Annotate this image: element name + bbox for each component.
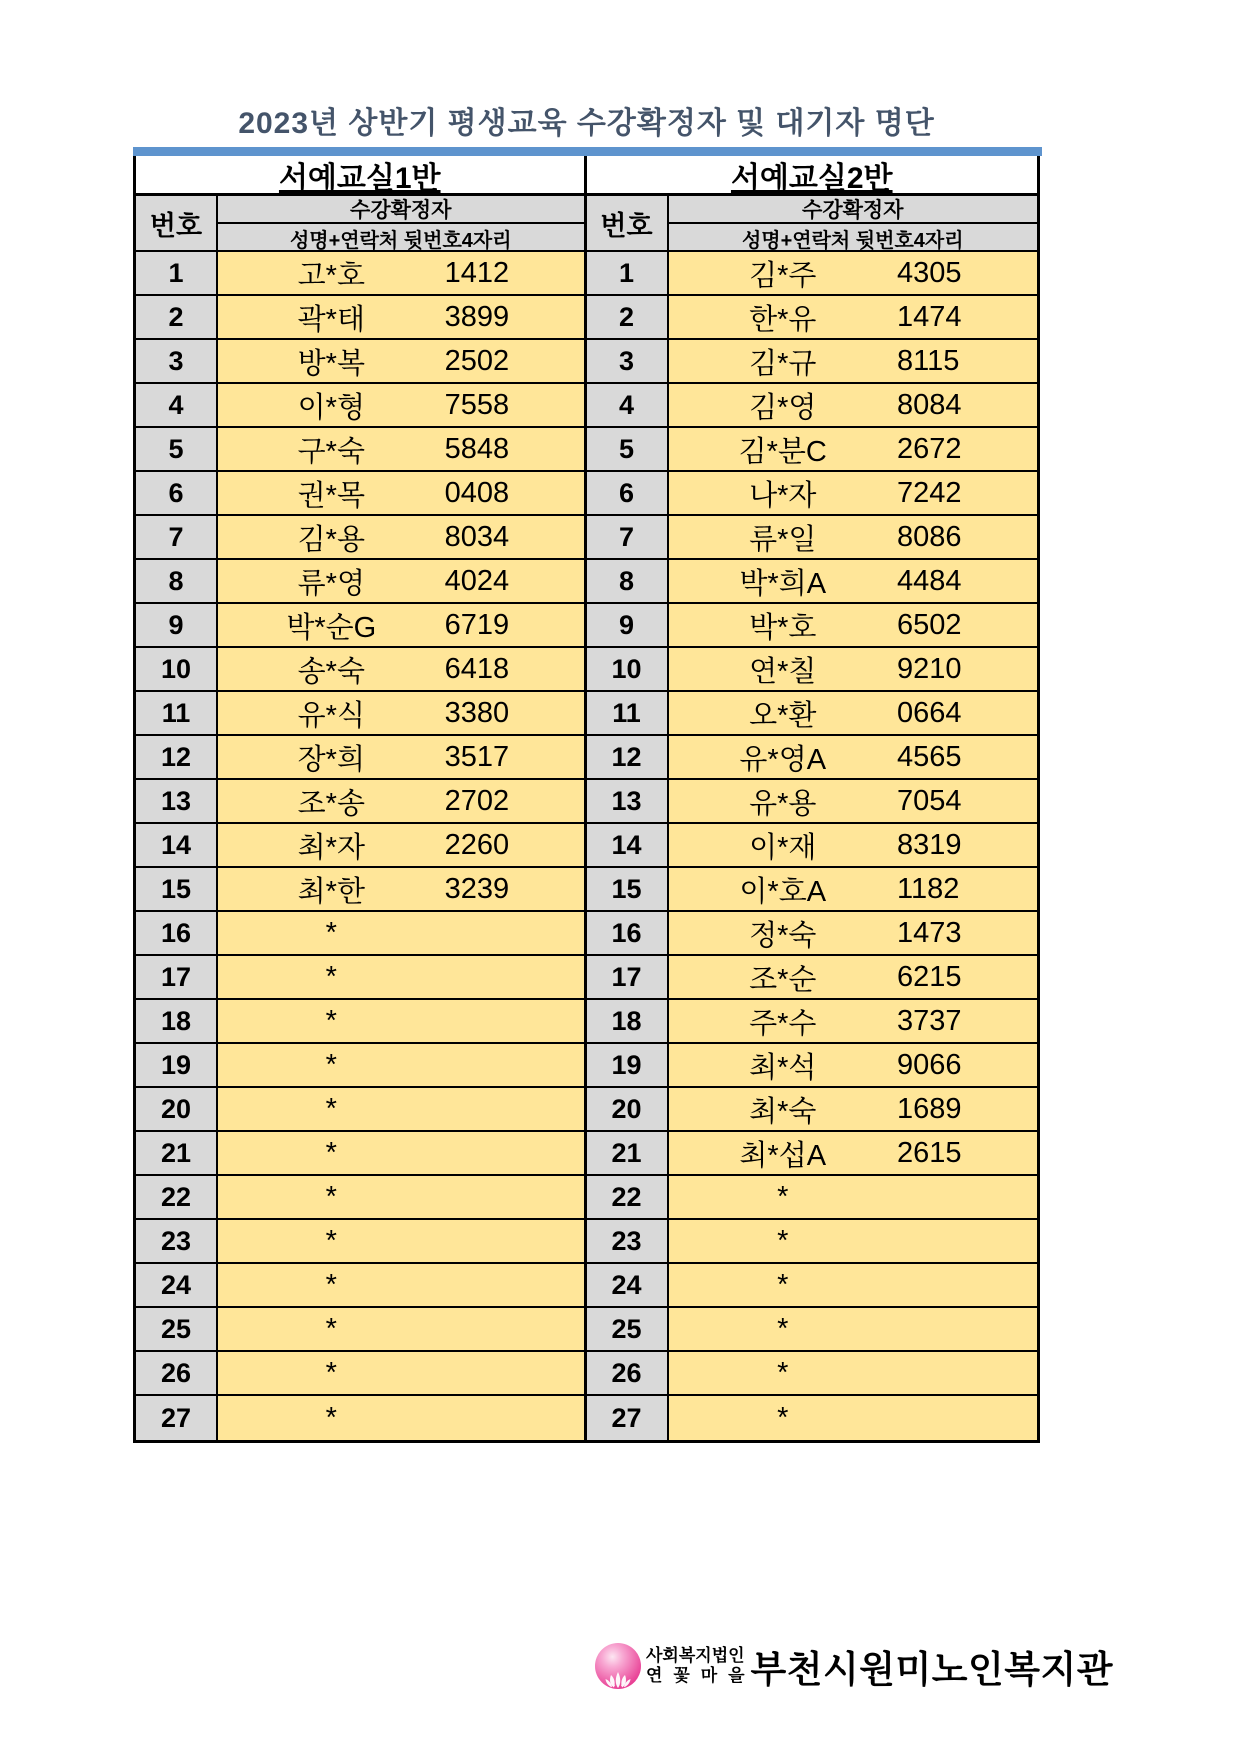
row-number-cell: 3 (136, 340, 218, 382)
row-number-cell: 23 (136, 1220, 218, 1262)
row-number-cell: 1 (136, 252, 218, 294)
org-subtitle (646, 1646, 745, 1686)
member-cell (218, 1132, 584, 1174)
member-cell (218, 648, 584, 690)
row-number-cell: 20 (587, 1088, 669, 1130)
table-row (136, 1308, 584, 1352)
row-number-cell: 6 (587, 472, 669, 514)
row-number-cell: 5 (587, 428, 669, 470)
row-number-cell: 17 (136, 956, 218, 998)
row-number-cell: 21 (136, 1132, 218, 1174)
member-name: * (325, 1048, 337, 1081)
member-cell (218, 1220, 584, 1262)
row-number-cell: 7 (136, 516, 218, 558)
member-name: 최*한 (297, 875, 365, 908)
org-footer (594, 1637, 1113, 1695)
table-row (136, 428, 584, 472)
member-cell (218, 956, 584, 998)
member-cell (669, 384, 1038, 426)
member-name: 이*재 (749, 831, 817, 864)
class-1-rows (136, 252, 584, 1440)
member-phone: 3239 (444, 872, 510, 905)
member-cell (218, 516, 584, 558)
member-name: * (777, 1401, 789, 1434)
member-cell (669, 1352, 1038, 1394)
member-phone: 0408 (444, 476, 510, 509)
table-row (587, 824, 1038, 868)
table-row (587, 428, 1038, 472)
col-header-name-phone: 성명+연락처 뒷번호4자리 (289, 230, 512, 252)
row-number-cell: 9 (587, 604, 669, 646)
row-number-cell: 16 (587, 912, 669, 954)
table-row (587, 648, 1038, 692)
table-row (587, 956, 1038, 1000)
table-row (136, 604, 584, 648)
member-name: 나*자 (749, 479, 817, 512)
member-cell (218, 252, 584, 294)
row-number-cell: 26 (136, 1352, 218, 1394)
member-cell (218, 560, 584, 602)
table-row (587, 252, 1038, 296)
member-cell (218, 1352, 584, 1394)
member-name: * (325, 1136, 337, 1169)
class-2-header (587, 196, 1038, 252)
member-cell (218, 1176, 584, 1218)
member-cell (669, 1396, 1038, 1440)
member-phone: 3517 (444, 740, 510, 773)
member-phone: 1689 (896, 1092, 962, 1125)
row-number-cell: 20 (136, 1088, 218, 1130)
member-name: * (325, 960, 337, 993)
table-row (587, 1352, 1038, 1396)
member-phone: 6215 (896, 960, 962, 993)
row-number-cell: 15 (136, 868, 218, 910)
table-row (587, 384, 1038, 428)
table-row (587, 868, 1038, 912)
row-number-cell: 18 (136, 1000, 218, 1042)
table-row (587, 560, 1038, 604)
member-name: 이*형 (297, 391, 365, 424)
member-cell (669, 868, 1038, 910)
row-number-cell: 22 (136, 1176, 218, 1218)
member-name: 박*호 (749, 611, 817, 644)
row-number-cell: 15 (587, 868, 669, 910)
row-number-cell: 12 (587, 736, 669, 778)
member-name: * (325, 1312, 337, 1345)
member-phone: 8115 (896, 344, 960, 377)
member-name: 송*숙 (297, 655, 365, 688)
table-row (136, 340, 584, 384)
member-name: * (325, 1092, 337, 1125)
member-name: 유*영A (739, 743, 827, 776)
member-cell (669, 516, 1038, 558)
col-header-confirmed: 수강확정자 (218, 196, 584, 224)
member-name: 김*분C (738, 435, 827, 468)
table-row (136, 1220, 584, 1264)
row-number-cell: 13 (587, 780, 669, 822)
table-row (136, 824, 584, 868)
member-name: 조*순 (749, 963, 817, 996)
roster-table (133, 156, 1040, 1443)
class-1-title-text: 서예교실1반 (278, 161, 441, 195)
member-name: 최*섭A (739, 1139, 827, 1172)
row-number-cell: 8 (136, 560, 218, 602)
member-phone: 4565 (896, 740, 962, 773)
member-cell (669, 1044, 1038, 1086)
member-cell (669, 1308, 1038, 1350)
member-cell (218, 1264, 584, 1306)
member-cell (218, 1000, 584, 1042)
class-2-header-right (669, 196, 1038, 250)
class-1-title (136, 156, 584, 196)
member-phone: 3899 (444, 300, 510, 333)
member-name: 오*환 (749, 699, 817, 732)
table-row (587, 1132, 1038, 1176)
row-number-cell: 19 (587, 1044, 669, 1086)
member-phone: 1474 (896, 300, 962, 333)
org-subtitle-line2 (646, 1666, 745, 1686)
row-number-cell: 7 (587, 516, 669, 558)
member-cell (218, 736, 584, 778)
member-name: * (325, 1401, 337, 1434)
member-cell (669, 692, 1038, 734)
org-name: 부천시원미노인복지관 (750, 1649, 1113, 1690)
member-name: 유*용 (749, 787, 817, 820)
lotus-ball-logo-icon (594, 1642, 642, 1690)
member-name: * (777, 1356, 789, 1389)
table-row (136, 912, 584, 956)
org-subtitle-line1: 사회복지법인 (646, 1645, 745, 1665)
row-number-cell: 11 (136, 692, 218, 734)
member-cell (669, 1220, 1038, 1262)
member-name: 김*규 (749, 347, 817, 380)
member-name: * (325, 1180, 337, 1213)
member-name: 류*일 (749, 523, 817, 556)
row-number-cell: 26 (587, 1352, 669, 1394)
col-header-number: 번호 (587, 196, 669, 250)
member-cell (669, 824, 1038, 866)
member-name: 유*식 (297, 699, 365, 732)
member-phone: 4484 (896, 564, 962, 597)
member-phone: 2260 (444, 828, 510, 861)
member-cell (218, 1396, 584, 1440)
member-phone: 8319 (896, 828, 962, 861)
member-name: * (777, 1268, 789, 1301)
table-row (587, 1220, 1038, 1264)
table-row (136, 692, 584, 736)
member-phone: 2615 (896, 1136, 962, 1169)
row-number-cell: 18 (587, 1000, 669, 1042)
row-number-cell: 10 (587, 648, 669, 690)
member-cell (218, 824, 584, 866)
table-row (587, 780, 1038, 824)
member-cell (669, 956, 1038, 998)
page-title: 2023년 상반기 평생교육 수강확정자 및 대기자 명단 (238, 107, 935, 140)
class-2-rows (587, 252, 1038, 1440)
member-cell (669, 340, 1038, 382)
row-number-cell: 4 (587, 384, 669, 426)
table-row (136, 1000, 584, 1044)
class-section-2 (587, 156, 1038, 1440)
member-cell (218, 384, 584, 426)
member-name: 곽*태 (297, 303, 365, 336)
member-phone: 8086 (896, 520, 962, 553)
table-row (587, 736, 1038, 780)
table-row (587, 1088, 1038, 1132)
table-row (136, 1352, 584, 1396)
member-name: * (325, 1268, 337, 1301)
org-subtitle-char: 연 (646, 1666, 663, 1685)
table-row (136, 1044, 584, 1088)
member-phone: 1473 (896, 916, 962, 949)
member-phone: 8084 (896, 388, 962, 421)
row-number-cell: 24 (136, 1264, 218, 1306)
member-name: 장*희 (297, 743, 365, 776)
table-row (587, 604, 1038, 648)
row-number-cell: 11 (587, 692, 669, 734)
member-cell (218, 340, 584, 382)
row-number-cell: 6 (136, 472, 218, 514)
member-cell (218, 780, 584, 822)
table-row (136, 516, 584, 560)
member-phone: 2502 (444, 344, 510, 377)
member-name: 정*숙 (749, 919, 817, 952)
member-phone: 1412 (444, 256, 510, 289)
row-number-cell: 27 (136, 1396, 218, 1440)
member-name: 김*영 (749, 391, 817, 424)
member-phone: 7242 (896, 476, 962, 509)
class-1-header (136, 196, 584, 252)
table-row (136, 472, 584, 516)
class-2-title (587, 156, 1038, 196)
member-name: 김*주 (749, 259, 817, 292)
row-number-cell: 12 (136, 736, 218, 778)
org-subtitle-char: 꽃 (673, 1666, 690, 1685)
row-number-cell: 8 (587, 560, 669, 602)
class-1-header-right (218, 196, 584, 250)
member-name: 최*석 (749, 1051, 817, 1084)
table-row (587, 1396, 1038, 1440)
row-number-cell: 22 (587, 1176, 669, 1218)
col-header-number: 번호 (136, 196, 218, 250)
member-cell (669, 736, 1038, 778)
member-cell (669, 912, 1038, 954)
row-number-cell: 17 (587, 956, 669, 998)
row-number-cell: 10 (136, 648, 218, 690)
member-name: 이*호A (739, 875, 827, 908)
table-row (136, 648, 584, 692)
row-number-cell: 16 (136, 912, 218, 954)
table-row (136, 1264, 584, 1308)
member-name: * (325, 1356, 337, 1389)
table-row (136, 1132, 584, 1176)
row-number-cell: 4 (136, 384, 218, 426)
member-phone: 6502 (896, 608, 962, 641)
member-cell (218, 1044, 584, 1086)
member-cell (669, 1088, 1038, 1130)
row-number-cell: 9 (136, 604, 218, 646)
row-number-cell: 3 (587, 340, 669, 382)
member-name: * (777, 1180, 789, 1213)
table-row (587, 1176, 1038, 1220)
row-number-cell: 25 (136, 1308, 218, 1350)
org-subtitle-char: 을 (728, 1666, 745, 1685)
member-name: * (325, 1004, 337, 1037)
table-row (136, 384, 584, 428)
row-number-cell: 13 (136, 780, 218, 822)
member-cell (669, 780, 1038, 822)
member-phone: 0664 (896, 696, 962, 729)
member-cell (669, 560, 1038, 602)
table-row (136, 1088, 584, 1132)
member-cell (218, 868, 584, 910)
table-row (587, 1000, 1038, 1044)
table-row (587, 516, 1038, 560)
table-row (136, 868, 584, 912)
member-cell (218, 692, 584, 734)
member-phone: 4305 (896, 256, 962, 289)
member-name: * (777, 1312, 789, 1345)
member-phone: 9066 (896, 1048, 962, 1081)
member-cell (218, 296, 584, 338)
member-phone: 5848 (444, 432, 510, 465)
table-row (587, 912, 1038, 956)
member-phone: 6719 (444, 608, 510, 641)
member-phone: 1182 (896, 872, 960, 905)
table-row (136, 956, 584, 1000)
table-row (136, 780, 584, 824)
class-section-1 (136, 156, 587, 1440)
member-name: * (325, 916, 337, 949)
member-cell (669, 1264, 1038, 1306)
col-header-confirmed: 수강확정자 (669, 196, 1038, 224)
member-phone: 7054 (896, 784, 962, 817)
member-phone: 3380 (444, 696, 510, 729)
member-cell (218, 428, 584, 470)
row-number-cell: 2 (136, 296, 218, 338)
row-number-cell: 23 (587, 1220, 669, 1262)
member-phone: 8034 (444, 520, 510, 553)
member-name: 조*송 (297, 787, 365, 820)
member-name: 방*복 (297, 347, 365, 380)
member-phone: 7558 (444, 388, 510, 421)
member-name: * (777, 1224, 789, 1257)
member-cell (218, 1088, 584, 1130)
member-cell (669, 1176, 1038, 1218)
member-name: * (325, 1224, 337, 1257)
member-name: 최*자 (297, 831, 365, 864)
member-phone: 4024 (444, 564, 510, 597)
member-cell (669, 604, 1038, 646)
table-row (136, 1396, 584, 1440)
table-row (587, 1044, 1038, 1088)
table-row (136, 1176, 584, 1220)
member-name: 주*수 (749, 1007, 817, 1040)
member-phone: 2672 (896, 432, 962, 465)
org-subtitle-char: 마 (700, 1666, 718, 1685)
member-cell (669, 472, 1038, 514)
row-number-cell: 14 (136, 824, 218, 866)
member-phone: 3737 (896, 1004, 962, 1037)
table-row (136, 296, 584, 340)
member-cell (669, 428, 1038, 470)
member-cell (669, 1132, 1038, 1174)
row-number-cell: 5 (136, 428, 218, 470)
table-row (587, 1264, 1038, 1308)
member-name: 류*영 (297, 567, 365, 600)
member-phone: 2702 (444, 784, 510, 817)
member-name: 한*유 (749, 303, 817, 336)
member-cell (218, 604, 584, 646)
table-row (587, 1308, 1038, 1352)
table-row (587, 472, 1038, 516)
member-cell (218, 472, 584, 514)
member-name: 박*희A (739, 567, 827, 600)
member-name: 최*숙 (749, 1095, 817, 1128)
title-accent-bar (133, 147, 1042, 156)
table-row (587, 692, 1038, 736)
table-row (136, 252, 584, 296)
member-cell (669, 1000, 1038, 1042)
member-cell (669, 296, 1038, 338)
member-phone: 9210 (896, 652, 962, 685)
table-row (587, 340, 1038, 384)
row-number-cell: 27 (587, 1396, 669, 1440)
member-cell (669, 648, 1038, 690)
table-row (136, 736, 584, 780)
member-phone: 6418 (444, 652, 510, 685)
member-name: 고*호 (297, 259, 365, 292)
member-name: 권*목 (297, 479, 365, 512)
member-name: 구*숙 (297, 435, 365, 468)
table-row (587, 296, 1038, 340)
row-number-cell: 2 (587, 296, 669, 338)
row-number-cell: 1 (587, 252, 669, 294)
member-name: 박*순G (286, 611, 377, 644)
member-cell (218, 912, 584, 954)
table-row (136, 560, 584, 604)
member-name: 연*칠 (749, 655, 817, 688)
row-number-cell: 25 (587, 1308, 669, 1350)
row-number-cell: 24 (587, 1264, 669, 1306)
col-header-name-phone: 성명+연락처 뒷번호4자리 (741, 230, 964, 252)
row-number-cell: 14 (587, 824, 669, 866)
row-number-cell: 21 (587, 1132, 669, 1174)
member-name: 김*용 (297, 523, 365, 556)
member-cell (669, 252, 1038, 294)
class-2-title-text: 서예교실2반 (730, 161, 893, 195)
member-cell (218, 1308, 584, 1350)
row-number-cell: 19 (136, 1044, 218, 1086)
